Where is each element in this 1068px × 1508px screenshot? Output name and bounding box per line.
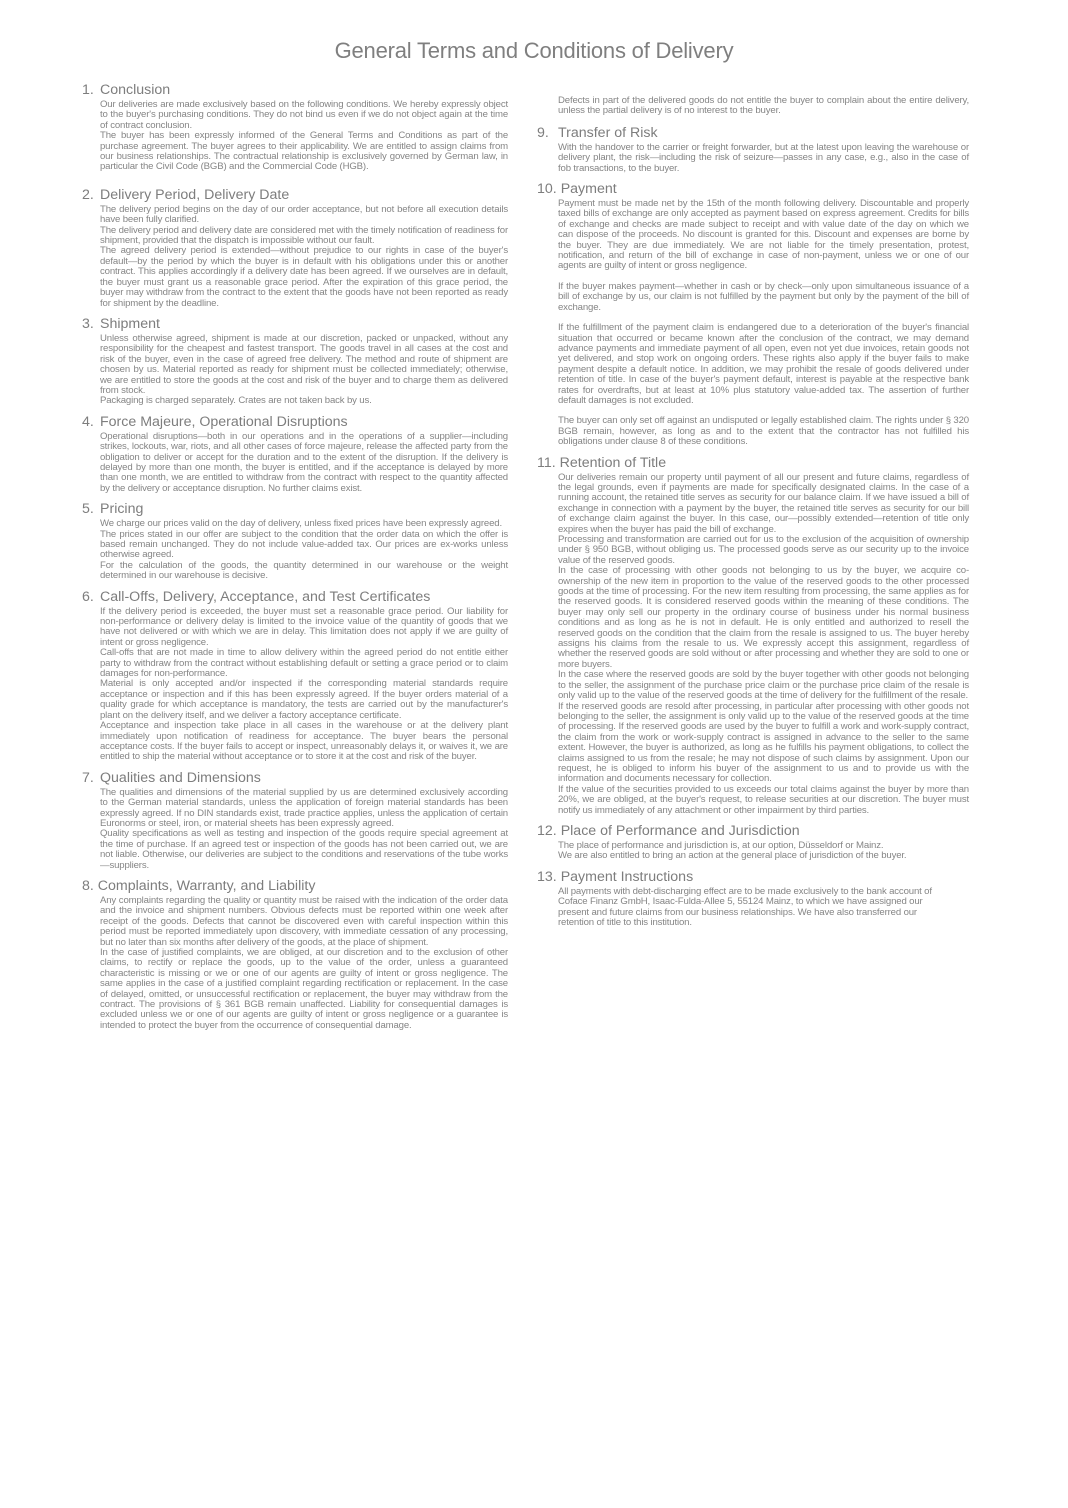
section-payment <box>537 181 969 448</box>
section-delivery-period <box>82 187 508 309</box>
paragraph: Our deliveries remain our property until payment of all our present and future claims, regardless of the legal grounds, even if payments are made for specifically designated claims. In the case of a running account, the retained title serves as security for our balance claim. If we have issued a bill of exchange in connection with a payment by the buyer, the retained title serves as security for our bill of exchange claim against the buyer. In this case, our—possibly extended—retention of title only expires when the buyer has paid the bill of exchange. <box>558 471 969 535</box>
paragraph: The agreed delivery period is extended—without prejudice to our rights in case of the buyer's default—by the period by which the buyer is in default with his obligations under this or another contract. This applies accordingly if a delivery date has been agreed. If we ourselves are in default, the buyer must grant us a reasonable grace period. After the expiration of this grace period, the buyer may withdraw from the contract to the extent that the goods have not been reported as ready for shipment by the deadline. <box>100 245 508 309</box>
section-transfer-of-risk <box>537 125 969 174</box>
section-title: Retention of Title <box>559 454 667 471</box>
paragraph: The prices stated in our offer are subject to the condition that the order data on which the offer is based remain unchanged. They do not include value-added tax. Our prices are ex-works unless otherwise agreed. <box>100 528 508 561</box>
section-number: 12. <box>537 822 557 839</box>
paragraph: The delivery period and delivery date are considered met with the timely notification of readiness for shipment, provided that the dispatch is impossible without our fault. <box>100 224 508 247</box>
paragraph: Packaging is charged separately. Crates are not taken back by us. <box>100 395 372 407</box>
paragraph: Operational disruptions—both in our operations and in the operations of a supplier—including strikes, lockouts, war, riots, and all other cases of force majeure, release the affected party from the obligation to deliver or accept for the duration and to the extent of the disruption. If the delivery is delayed by more than one month, the buyer is entitled, and if the acceptance is delayed by more than one month, we are entitled to withdraw from the contract with respect to the quantity affected by the delivery or acceptance disruption. No further claims exist. <box>100 430 508 494</box>
section-body <box>537 473 969 816</box>
paragraph: The place of performance and jurisdiction is, at our option, Düsseldorf or Mainz. <box>558 839 884 851</box>
paragraph: Any complaints regarding the quality or quantity must be raised with the indication of the order data and the invoice and shipment numbers. Obvious defects must be reported within one week after receipt of the goods. Defects that cannot be discovered even with careful inspection within this period must be reported immediately upon discovery, with immediate cessation of any processing, but no later than six months after delivery of the goods, at the place of shipment. <box>100 894 508 948</box>
section-number: 5. <box>82 501 94 518</box>
paragraph: The buyer can only set off against an undisputed or legally established claim. The rights under § 320 BGB remain, however, as long as and to the extent that the contractor has not fulfilled his obligations under clause 8 of these conditions. <box>558 415 969 448</box>
section-body <box>537 199 969 448</box>
section-title: Qualities and Dimensions <box>100 769 261 786</box>
paragraph: Acceptance and inspection take place in all cases in the warehouse or at the delivery plant immediately upon notification of readiness for acceptance. The buyer bears the personal acceptance costs. If the buyer fails to accept or inspect, unreasonably delays it, or waives it, we are entitled to ship the material without acceptance or to store it at the cost and risk of the buyer. <box>100 720 508 763</box>
section-number: 10. <box>537 181 557 198</box>
right-column <box>537 96 969 935</box>
section-complaints-continued <box>537 96 969 117</box>
section-heading <box>537 823 969 840</box>
section-number: 11. <box>537 454 556 471</box>
section-heading <box>537 455 969 472</box>
section-heading <box>82 878 508 895</box>
section-body <box>82 607 508 763</box>
paragraph: For the calculation of the goods, the quantity determined in our warehouse or the weight determined in our warehouse is decisive. <box>100 559 508 582</box>
section-retention-of-title <box>537 455 969 816</box>
section-title: Complaints, Warranty, and Liability <box>97 877 316 894</box>
section-pricing <box>82 501 508 581</box>
paragraph: With the handover to the carrier or freight forwarder, but at the latest upon leaving the warehouse or delivery plant, the risk—including the risk of seizure—passes in any case, e.g., also in the case of fob transactions, to the buyer. <box>558 141 969 174</box>
section-body <box>82 205 508 309</box>
section-heading <box>537 869 969 886</box>
section-heading <box>82 589 508 606</box>
section-heading <box>82 316 508 333</box>
section-title: Pricing <box>100 501 144 518</box>
section-qualities <box>82 770 508 871</box>
paragraph: Quality specifications as well as testing and inspection of the goods require special agreement at the time of purchase. If an agreed test or inspection of the goods has not been carried out, we are not liable. Otherwise, our deliveries are subject to the conditions and reservations of the tube works—suppliers. <box>100 828 508 871</box>
section-body <box>82 896 508 1031</box>
section-heading <box>82 187 508 204</box>
paragraph: In the case where the reserved goods are sold by the buyer together with other goods not belonging to the seller, the assignment of the purchase price claim or the purchase price claim of the resale is only valid up to the value of the reserved goods at the time of delivery for the fulfillment of the resale. <box>558 669 969 702</box>
paragraph: If the buyer makes payment—whether in cash or by check—only upon simultaneous issuance of a bill of exchange by us, our claim is not fulfilled by the payment but only by the payment of the bill of exchange. <box>558 280 969 313</box>
section-number: 1. <box>82 82 94 98</box>
section-heading <box>82 770 508 787</box>
section-heading <box>82 82 508 99</box>
paragraph: The buyer has been expressly informed of the General Terms and Conditions as part of the purchase agreement. The buyer agrees to their applicability. We are entitled to assign claims from our business relationships. The contractual relationship is exclusively governed by German law, in particular the Civil Code (BGB) and the Commercial Code (HGB). <box>100 130 508 173</box>
section-title: Place of Performance and Jurisdiction <box>560 822 800 839</box>
section-title: Shipment <box>100 315 160 332</box>
section-heading <box>82 501 508 518</box>
section-title: Force Majeure, Operational Disruptions <box>100 413 348 430</box>
section-call-offs <box>82 589 508 763</box>
section-number: 9. <box>537 124 549 141</box>
section-body <box>82 334 508 407</box>
section-number: 13. <box>537 868 557 885</box>
paragraph: If the value of the securities provided to us exceeds our total claims against the buyer by more than 20%, we are obliged, at the buyer's request, to release securities at our discretion. The buyer must notify us immediately of any attachment or other impairment by third parties. <box>558 783 969 816</box>
paragraph: Defects in part of the delivered goods do not entitle the buyer to complain about the entire delivery, unless the partial delivery is of no interest to the buyer. <box>558 95 969 117</box>
paragraph: Material is only accepted and/or inspected if the corresponding material standards require acceptance or inspection and if this has been expressly agreed. If the buyer orders material of a quality grade for which acceptance is mandatory, the tests are carried out by the manufacturer's plant on the delivery itself, and we deliver a factory acceptance certificate. <box>100 678 508 721</box>
paragraph: In the case of processing with other goods not belonging to us by the buyer, we acquire co-ownership of the new item in proportion to the value of the reserved goods to the other processed goods at the time of processing. For the new item resulting from processing, the same applies as for the reserved goods. It is considered reserved goods within the meaning of these conditions. The buyer may only sell our property in the ordinary course of business under his normal business conditions and as long as he is not in default. He is only entitled and authorized to resell the reserved goods on the condition that the claim from the resale is assigned to us. The buyer hereby assigns his claims from the resale to us. We expressly accept this assignment, regardless of whether the reserved goods are sold without or after processing and whether they are sold to one or more buyers. <box>558 565 969 670</box>
paragraph: We charge our prices valid on the day of delivery, unless fixed prices have been expressly agreed. <box>100 518 502 530</box>
left-column <box>82 82 508 1038</box>
section-number: 4. <box>82 413 94 430</box>
section-body <box>82 100 508 173</box>
paragraph: Payment must be made net by the 15th of the month following delivery. Discountable and properly taxed bills of exchange are only accepted as payment based on express agreement. Credits for bills of exchange and checks are made subject to receipt and with value date of the day on which we can dispose of the proceeds. No discount is granted for this. Discount and expenses are borne by the buyer. They are due immediately. We are not liable for the timely presentation, protest, notification, and return of the bill of exchange in case of non-payment, unless we or one of our agents are guilty of intent or gross negligence. <box>558 198 969 272</box>
section-heading <box>537 181 969 198</box>
paragraph: In the case of justified complaints, we are obliged, at our discretion and to the exclusion of other claims, to rectify or replace the goods, up to the value of the order, unless a guaranteed characteristic is missing or we or one of our agents are guilty of intent or gross negligence. The same applies in the case of a justified complaint regarding rectification or replacement. In the case of delayed, omitted, or unsuccessful rectification or replacement, the buyer may withdraw from the contract. The provisions of § 361 BGB remain unaffected. Liability for consequential damages is excluded unless we or one of our agents are guilty of intent or gross negligence or a guarantee is intended to protect the buyer from the occurrence of consequential damage. <box>100 947 508 1031</box>
section-number: 3. <box>82 315 94 332</box>
section-title: Payment <box>560 181 617 198</box>
section-number: 6. <box>82 588 94 605</box>
section-title: Transfer of Risk <box>558 124 658 141</box>
section-body <box>82 432 508 494</box>
paragraph: All payments with debt-discharging effect are to be made exclusively to the bank account of Coface Finanz GmbH, Isaac-Fulda-Allee 5, 55124 Mainz, to which we have assigned our present and future claims from our business relationships. We have also transferred our retention of title to this institution. <box>558 885 932 928</box>
paragraph: If the reserved goods are resold after processing, in particular after processing with other goods not belonging to the seller, the assignment is only valid up to the value of the reserved goods at the time of processing. If the reserved goods are used by the buyer to fulfill a work and work-supply contract, the claim from the work or work-supply contract is assigned in advance to the seller to the same extent. However, the buyer is authorized, as long as he fulfills his payment obligations, to collect the claims assigned to us from the resale; he may not dispose of such claims by assignment. Upon our request, he is obliged to inform his buyer of the assignment to us and to provide us with the information and documents necessary for collection. <box>558 700 969 785</box>
section-title: Payment Instructions <box>560 868 694 885</box>
section-conclusion <box>82 82 508 173</box>
section-payment-instructions <box>537 869 969 929</box>
section-number: 7. <box>82 769 94 786</box>
paragraph: The qualities and dimensions of the material supplied by us are determined exclusively according to the German material standards, unless the application of foreign material standards has been expressly agreed. If no DIN standards exist, trade practice applies, unless the application of certain Euronorms or steel, iron, or material sheets has been expressly agreed. <box>100 786 508 829</box>
section-heading <box>537 125 969 142</box>
section-place-of-performance <box>537 823 969 862</box>
section-force-majeure <box>82 414 508 494</box>
section-body <box>537 887 954 929</box>
section-shipment <box>82 316 508 407</box>
section-body <box>537 143 969 174</box>
paragraph: If the fulfillment of the payment claim is endangered due to a deterioration of the buyer's financial situation that occurred or became known after the conclusion of the contract, we may demand advance payments and immediate payment of all open, even not yet due invoices, retain goods not yet delivered, and stop work on ongoing orders. These rights also apply if the buyer fails to make payment despite a default notice. In addition, we may prohibit the resale of goods delivered under retention of title. In case of the buyer's payment default, interest is payable at the respective bank rates for overdrafts, but at least at 10% plus statutory value-added tax. The assertion of further default damages is not excluded. <box>558 322 969 406</box>
section-title: Call-Offs, Delivery, Acceptance, and Test Certificates <box>100 588 431 605</box>
section-title: Conclusion <box>100 82 171 98</box>
section-number: 2. <box>82 186 94 203</box>
page-title: General Terms and Conditions of Delivery <box>334 38 734 63</box>
section-body <box>82 519 508 581</box>
paragraph: Call-offs that are not made in time to allow delivery within the agreed period do not entitle either party to withdraw from the contract without establishing default or setting a grace period or to claim damages for non-performance. <box>100 647 508 680</box>
section-body <box>82 788 508 871</box>
paragraph: We are also entitled to bring an action at the general place of jurisdiction of the buyer. <box>558 850 907 862</box>
section-number: 8. <box>82 877 94 894</box>
paragraph: Our deliveries are made exclusively based on the following conditions. We hereby expressly object to the buyer's purchasing conditions. They do not bind us even if we do not object again at the time of contract conclusion. <box>100 99 508 131</box>
paragraph: Unless otherwise agreed, shipment is made at our discretion, packed or unpacked, without any responsibility for the cheapest and fastest transport. The goods travel in all cases at the cost and risk of the buyer, even in the case of agreed free delivery. The method and route of shipment are chosen by us. Material reported as ready for shipment must be collected immediately; otherwise, we are entitled to store the goods at the cost and risk of the buyer and to charge them as delivered from stock. <box>100 332 508 396</box>
paragraph: If the delivery period is exceeded, the buyer must set a reasonable grace period. Our liability for non-performance or delivery delay is limited to the invoice value of the quantity of goods that we have not delivered or with which we are in delay. This limitation does not apply if we are guilty of intent or gross negligence. <box>100 605 508 648</box>
section-heading <box>82 414 508 431</box>
section-title: Delivery Period, Delivery Date <box>100 186 290 203</box>
paragraph: Processing and transformation are carried out for us to the exclusion of the acquisition of ownership under § 950 BGB, without obliging us. The processed goods serve as our security up to the invoice value of the reserved goods. <box>558 534 969 566</box>
paragraph: The delivery period begins on the day of our order acceptance, but not before all execution details have been fully clarified. <box>100 203 508 226</box>
section-body <box>537 841 969 862</box>
section-complaints <box>82 878 508 1031</box>
